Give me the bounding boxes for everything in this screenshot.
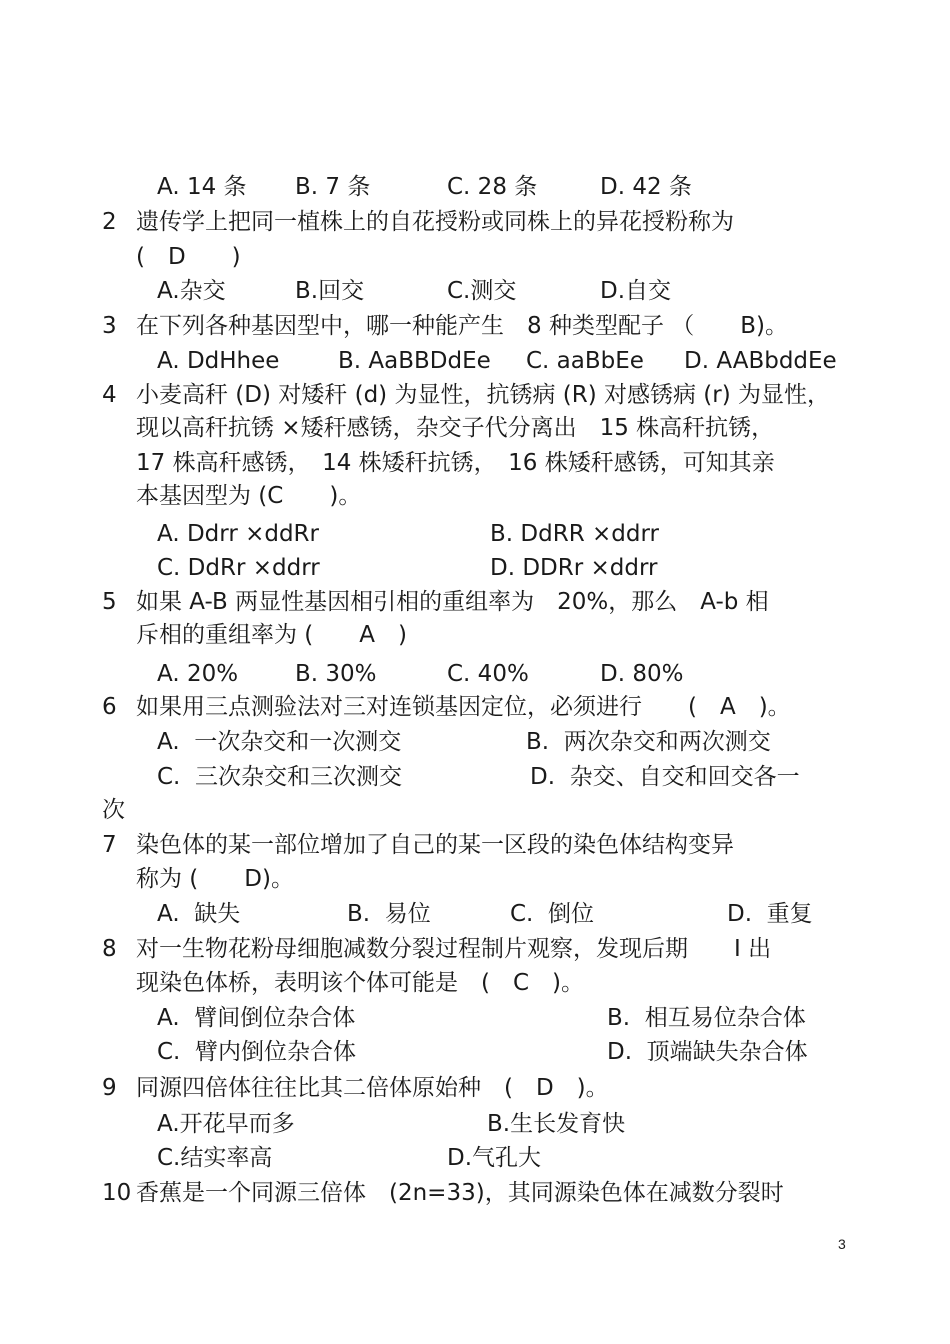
question-text: 17 株高秆感锈， 14 株矮秆抗锈， 16 株矮秆感锈，可知其亲 [136, 450, 775, 476]
option-c: C. 三次杂交和三次测交 [157, 764, 402, 790]
question-text: 在下列各种基因型中，哪一种能产生 8 种类型配子 （ B)。 [136, 313, 789, 339]
option-a: A. DdHhee [157, 348, 280, 374]
option-b: B. 两次杂交和两次测交 [526, 729, 771, 755]
page-number: 3 [838, 1236, 846, 1252]
option-b: B. 相互易位杂合体 [607, 1005, 806, 1031]
question-text: 遗传学上把同一植株上的自花授粉或同株上的异花授粉称为 [136, 209, 734, 235]
question-number: 5 [102, 589, 117, 615]
option-c: C.测交 [447, 278, 517, 304]
q1-option-c: C. 28 条 [447, 174, 538, 200]
option-d: D.自交 [600, 278, 672, 304]
option-d: D.气孔大 [447, 1145, 542, 1171]
question-text: 香蕉是一个同源三倍体 (2n=33)，其同源染色体在减数分裂时 [136, 1180, 784, 1206]
option-d: D. 顶端缺失杂合体 [607, 1039, 808, 1065]
option-c: C. 倒位 [510, 901, 594, 927]
option-a: A. 一次杂交和一次测交 [157, 729, 402, 755]
option-c: C. 40% [447, 661, 529, 687]
question-text: 斥相的重组率为 ( A ) [136, 622, 407, 648]
question-number: 4 [102, 382, 117, 408]
q1-option-a: A. 14 条 [157, 174, 247, 200]
question-text: 如果用三点测验法对三对连锁基因定位，必须进行 ( A )。 [136, 694, 791, 720]
option-b: B. AaBBDdEe [338, 348, 491, 374]
question-text: ( D ) [136, 244, 241, 270]
question-number: 2 [102, 209, 117, 235]
question-number: 6 [102, 694, 117, 720]
question-number: 3 [102, 313, 117, 339]
option-b: B. DdRR ×ddrr [490, 521, 659, 547]
question-text: 小麦高秆 (D) 对矮秆 (d) 为显性，抗锈病 (R) 对感锈病 (r) 为显性， [136, 382, 831, 408]
question-text: 染色体的某一部位增加了自己的某一区段的染色体结构变异 [136, 832, 734, 858]
option-c: C. aaBbEe [526, 348, 644, 374]
question-number: 10 [102, 1180, 132, 1206]
option-a: A. 缺失 [157, 901, 241, 927]
option-b: B. 30% [295, 661, 377, 687]
option-b: B.回交 [295, 278, 365, 304]
question-text: 现染色体桥，表明该个体可能是 ( C )。 [136, 970, 585, 996]
option-a: A. 20% [157, 661, 239, 687]
option-c: C. DdRr ×ddrr [157, 555, 320, 581]
question-text: 如果 A-B 两显性基因相引相的重组率为 20%，那么 A-b 相 [136, 589, 769, 615]
option-b: B. 易位 [347, 901, 431, 927]
question-text: 同源四倍体往往比其二倍体原始种 ( D )。 [136, 1075, 609, 1101]
option-a: A. 臂间倒位杂合体 [157, 1005, 356, 1031]
q1-option-d: D. 42 条 [600, 174, 692, 200]
option-c: C.结实率高 [157, 1145, 273, 1171]
option-d: D. DDRr ×ddrr [490, 555, 658, 581]
option-a: A. Ddrr ×ddRr [157, 521, 319, 547]
question-text: 称为 ( D)。 [136, 866, 294, 892]
option-d: D. 杂交、自交和回交各一 [530, 764, 800, 790]
question-number: 9 [102, 1075, 117, 1101]
option-c: C. 臂内倒位杂合体 [157, 1039, 356, 1065]
question-number: 7 [102, 832, 117, 858]
option-d: D. 重复 [727, 901, 813, 927]
question-text: 本基因型为 (C )。 [136, 483, 362, 509]
option-a: A.杂交 [157, 278, 226, 304]
question-number: 8 [102, 936, 117, 962]
option-d-continued: 次 [102, 797, 125, 823]
option-d: D. 80% [600, 661, 684, 687]
question-text: 现以高秆抗锈 ×矮秆感锈，杂交子代分离出 15 株高秆抗锈， [136, 415, 775, 441]
option-d: D. AABbddEe [684, 348, 837, 374]
question-text: 对一生物花粉母细胞减数分裂过程制片观察，发现后期 I 出 [136, 936, 772, 962]
option-a: A.开花早而多 [157, 1111, 295, 1137]
q1-option-b: B. 7 条 [295, 174, 371, 200]
option-b: B.生长发育快 [487, 1111, 626, 1137]
